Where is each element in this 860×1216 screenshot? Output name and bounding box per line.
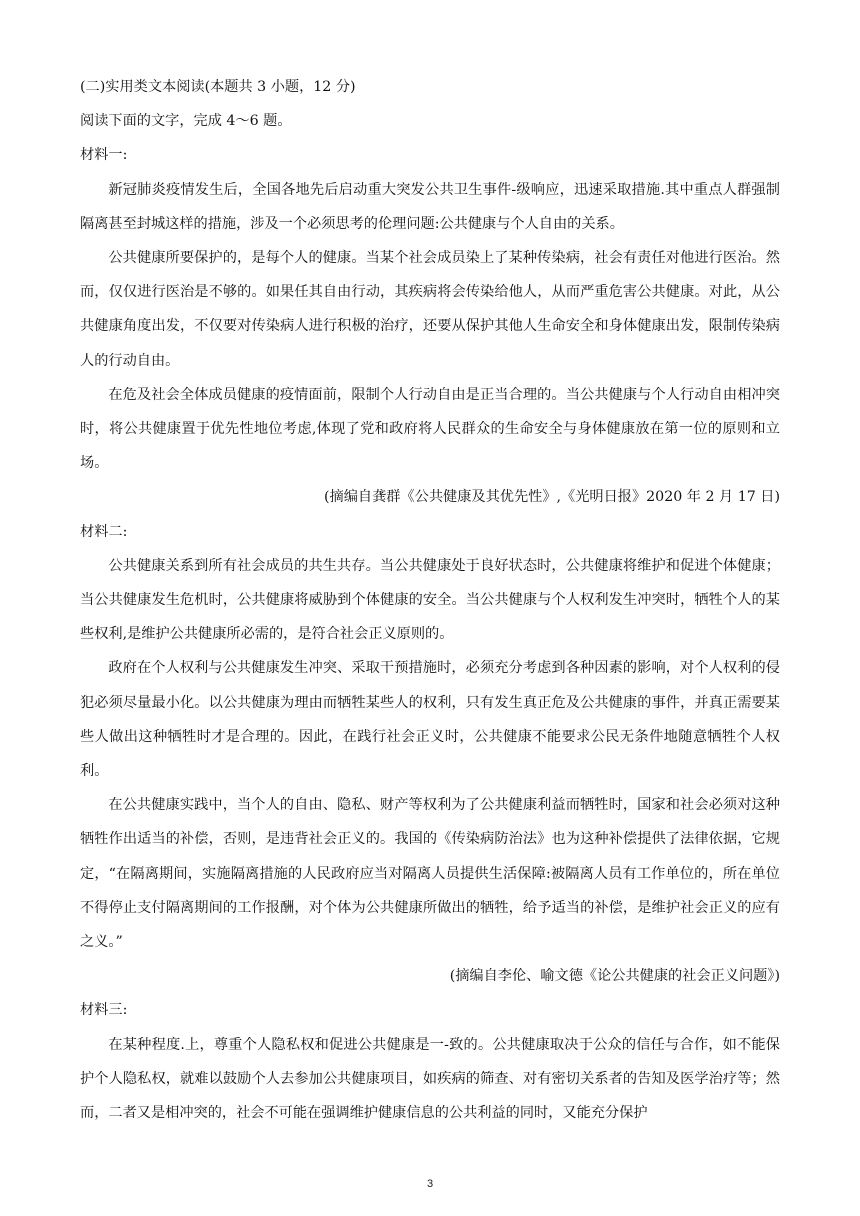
material-label: 材料二: [80, 523, 128, 540]
source-citation: (摘编自龚群《公共健康及其优先性》,《光明日报》2020 年 2 月 17 日) [323, 489, 780, 506]
paragraph: 新冠肺炎疫情发生后，全国各地先后启动重大突发公共卫生事件-级响应，迅速采取措施.其中重点人群强制隔离甚至封城这样的措施，涉及一个必须思考的伦理问题:公共健康与个人自由的关系。 [80, 181, 780, 232]
document-content [80, 70, 780, 1130]
paragraph: 公共健康关系到所有社会成员的共生共存。当公共健康处于良好状态时，公共健康将维护和促进个体健康；当公共健康发生危机时，公共健康将威胁到个体健康的安全。当公共健康与个人权利发生冲突时，牺牲个人的某些权利,是维护公共健康所必需的，是符合社会正义原则的。 [80, 557, 780, 643]
paragraph: 在危及社会全体成员健康的疫情面前，限制个人行动自由是正当合理的。当公共健康与个人行动自由相冲突时，将公共健康置于优先性地位考虑,体现了党和政府将人民群众的生命安全与身体健康放在第一位的原则和立场。 [80, 386, 780, 472]
section-heading: (二)实用类文本阅读(本题共 3 小题，12 分) [80, 79, 356, 95]
source-citation: (摘编自李伦、喻文德《论公共健康的社会正义问题》) [449, 968, 780, 985]
material-three [80, 993, 780, 1130]
page-number: 3 [426, 1178, 434, 1190]
paragraph: 在公共健康实践中，当个人的自由、隐私、财产等权利为了公共健康利益而牺牲时，国家和社会必须对这种牺牲作出适当的补偿，否则，是违背社会正义的。我国的《传染病防治法》也为这种补偿提供了法律依据，它规定，“在隔离期间，实施隔离措施的人民政府应当对隔离人员提供生活保障:被隔离人员有工作单位的，所在单位不得停止支付隔离期间的工作报酬，对个体为公共健康所做出的牺牲，给予适当的补偿，是维护社会正义的应有之义。” [80, 797, 780, 951]
paragraph: 在某种程度.上，尊重个人隐私权和促进公共健康是一-致的。公共健康取决于公众的信任与合作，如不能保护个人隐私权，就难以鼓励个人去参加公共健康项目，如疾病的筛查、对有密切关系者的告知及医学治疗等；然而，二者又是相冲突的，社会不可能在强调维护健康信息的公共利益的同时，又能充分保护 [80, 1036, 780, 1122]
material-label: 材料三: [80, 1002, 128, 1019]
material-two [80, 515, 780, 994]
paragraph: 公共健康所要保护的，是每个人的健康。当某个社会成员染上了某种传染病，社会有责任对他进行医治。然而，仅仅进行医治是不够的。如果任其自由行动，其疾病将会传染给他人，从而严重危害公共健康。对此，从公共健康角度出发，不仅要对传染病人进行积极的治疗，还要从保护其他人生命安全和身体健康出发，限制传染病人的行动自由。 [80, 250, 780, 369]
material-one [80, 138, 780, 514]
paragraph: 政府在个人权利与公共健康发生冲突、采取干预措施时，必须充分考虑到各种因素的影响，对个人权利的侵犯必须尽量最小化。以公共健康为理由而牺牲某些人的权利，只有发生真正危及公共健康的事件，并真正需要某些人做出这种牺牲时才是合理的。因此，在践行社会正义时，公共健康不能要求公民无条件地随意牺牲个人权利。 [80, 660, 780, 780]
material-label: 材料一: [80, 147, 128, 164]
reading-instruction: 阅读下面的文字，完成 4～6 题。 [80, 113, 292, 130]
